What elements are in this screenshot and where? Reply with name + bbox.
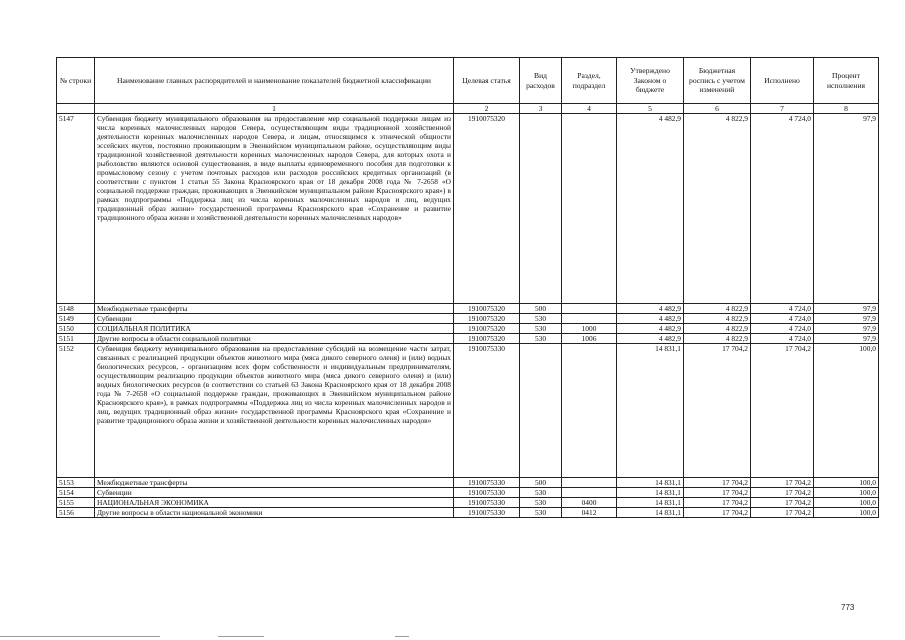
row-no: 5155	[57, 498, 95, 508]
row-target-article: 1910075320	[454, 314, 520, 324]
row-expense-type: 530	[520, 488, 562, 498]
row-budget-list: 17 704,2	[684, 344, 751, 478]
row-no: 5151	[57, 334, 95, 344]
row-percent: 100,0	[814, 488, 879, 498]
row-percent: 100,0	[814, 508, 879, 518]
row-no: 5148	[57, 304, 95, 314]
row-approved: 4 482,9	[617, 114, 684, 304]
row-budget-list: 4 822,9	[684, 324, 751, 334]
row-name: Субвенции	[95, 488, 454, 498]
row-target-article: 1910075330	[454, 478, 520, 488]
column-number-row	[57, 104, 879, 114]
row-name: Межбюджетные трансферты	[95, 304, 454, 314]
row-approved: 4 482,9	[617, 334, 684, 344]
row-budget-list: 4 822,9	[684, 114, 751, 304]
row-percent: 97,9	[814, 324, 879, 334]
row-approved: 14 831,1	[617, 498, 684, 508]
header-target-article: Целевая статья	[454, 58, 520, 104]
row-no: 5149	[57, 314, 95, 324]
column-number: 6	[684, 104, 751, 114]
row-percent: 97,9	[814, 314, 879, 324]
table-row	[57, 508, 879, 518]
table-row	[57, 114, 879, 304]
scan-artifact-line	[0, 636, 160, 637]
row-no: 5152	[57, 344, 95, 478]
row-expense-type: 530	[520, 314, 562, 324]
column-number	[57, 104, 95, 114]
row-section	[562, 478, 617, 488]
table-row	[57, 478, 879, 488]
row-executed: 4 724,0	[751, 334, 814, 344]
row-approved: 4 482,9	[617, 304, 684, 314]
budget-report-sheet	[56, 57, 878, 518]
row-name: СОЦИАЛЬНАЯ ПОЛИТИКА	[95, 324, 454, 334]
row-target-article: 1910075330	[454, 498, 520, 508]
row-expense-type: 530	[520, 508, 562, 518]
scan-artifact-line	[395, 636, 409, 637]
row-budget-list: 17 704,2	[684, 498, 751, 508]
row-approved: 14 831,1	[617, 344, 684, 478]
row-section: 0400	[562, 498, 617, 508]
row-no: 5154	[57, 488, 95, 498]
table-row	[57, 488, 879, 498]
row-executed: 17 704,2	[751, 498, 814, 508]
row-budget-list: 17 704,2	[684, 488, 751, 498]
header-expense-type: Вид расходов	[520, 58, 562, 104]
row-expense-type: 500	[520, 478, 562, 488]
table-row	[57, 498, 879, 508]
row-executed: 17 704,2	[751, 344, 814, 478]
row-percent: 100,0	[814, 478, 879, 488]
header-row-no: № строки	[57, 58, 95, 104]
row-name: Другие вопросы в области социальной политики	[95, 334, 454, 344]
row-name: НАЦИОНАЛЬНАЯ ЭКОНОМИКА	[95, 498, 454, 508]
row-expense-type: 500	[520, 304, 562, 314]
row-executed: 4 724,0	[751, 324, 814, 334]
row-approved: 14 831,1	[617, 478, 684, 488]
row-section: 1000	[562, 324, 617, 334]
page-number: 773	[841, 603, 855, 612]
column-number: 1	[95, 104, 454, 114]
row-name: Субвенции	[95, 314, 454, 324]
row-target-article: 1910075330	[454, 488, 520, 498]
table-row	[57, 304, 879, 314]
header-approved: Утверждено Законом о бюджете	[617, 58, 684, 104]
row-percent: 100,0	[814, 498, 879, 508]
row-budget-list: 4 822,9	[684, 304, 751, 314]
row-executed: 4 724,0	[751, 304, 814, 314]
row-executed: 4 724,0	[751, 114, 814, 304]
row-target-article: 1910075320	[454, 304, 520, 314]
row-percent: 97,9	[814, 114, 879, 304]
header-executed: Исполнено	[751, 58, 814, 104]
row-budget-list: 4 822,9	[684, 334, 751, 344]
row-executed: 17 704,2	[751, 508, 814, 518]
row-name: Субвенция бюджету муниципального образования на предоставление мер социальной поддержки лицам из числа коренных малочисленных народов Севера, осуществляющим виды традиционной хозяйственной деятельности коренных малочисленных народов Севера, и лицам, относящимся к этнической общности эссейских якутов, постоянно проживающим в Эвенкийском муниципальном районе, осуществляющим виды традиционной хозяйственной деятельности коренных малочисленных народов Севера, для которых охота и рыболовство являются основой существования, в виде выплаты единовременного пособия для подготовки к промысловому сезону с учетом почтовых расходов или расходов российских кредитных организаций (в соответствии с пунктом 1 статьи 55 Закона Красноярского края от 18 декабря 2008 года № 7-2658 «О социальной поддержке граждан, проживающих в Эвенкийском муниципальном районе Красноярского края») в рамках подпрограммы «Поддержка лиц из числа коренных малочисленных народов и лиц, ведущих традиционный образ жизни» государственной программы Красноярского края «Сохранение и развитие традиционного образа жизни и хозяйственной деятельности коренных малочисленных народов»	[95, 114, 454, 304]
row-section	[562, 488, 617, 498]
row-target-article: 1910075330	[454, 508, 520, 518]
row-expense-type	[520, 114, 562, 304]
row-budget-list: 17 704,2	[684, 478, 751, 488]
row-approved: 14 831,1	[617, 488, 684, 498]
row-expense-type: 530	[520, 334, 562, 344]
row-budget-list: 17 704,2	[684, 508, 751, 518]
row-target-article: 1910075320	[454, 324, 520, 334]
row-section	[562, 114, 617, 304]
row-percent: 97,9	[814, 304, 879, 314]
column-number: 5	[617, 104, 684, 114]
row-expense-type: 530	[520, 324, 562, 334]
row-executed: 17 704,2	[751, 478, 814, 488]
row-no: 5150	[57, 324, 95, 334]
row-approved: 14 831,1	[617, 508, 684, 518]
row-name: Другие вопросы в области национальной экономики	[95, 508, 454, 518]
row-no: 5153	[57, 478, 95, 488]
row-percent: 100,0	[814, 344, 879, 478]
row-section: 1006	[562, 334, 617, 344]
header-row	[57, 58, 879, 104]
column-number: 4	[562, 104, 617, 114]
header-section: Раздел, подраздел	[562, 58, 617, 104]
table-row	[57, 314, 879, 324]
row-name: Межбюджетные трансферты	[95, 478, 454, 488]
column-number: 7	[751, 104, 814, 114]
column-number: 3	[520, 104, 562, 114]
scan-artifact-line	[218, 636, 264, 637]
row-approved: 4 482,9	[617, 314, 684, 324]
row-name: Субвенция бюджету муниципального образования на предоставление субсидий на возмещение части затрат, связанных с реализацией продукции объектов животного мира (мяса дикого северного оленя) и (или) водных биологических ресурсов, - организациям всех форм собственности и индивидуальным предпринимателям, осуществляющим реализацию продукции объектов животного мира (мяса дикого северного оленя) и (или) водных биологических ресурсов (в соответствии со статьей 63 Закона Красноярского края от 18 декабря 2008 года № 7-2658 «О социальной поддержке граждан, проживающих в Эвенкийском муниципальном районе Красноярского края»), в рамках подпрограммы «Поддержка лиц из числа коренных малочисленных народов и лиц, ведущих традиционный образ жизни» государственной программы Красноярского края «Сохранение и развитие традиционного образа жизни и хозяйственной деятельности коренных малочисленных народов»	[95, 344, 454, 478]
row-no: 5147	[57, 114, 95, 304]
row-executed: 17 704,2	[751, 488, 814, 498]
table-row	[57, 334, 879, 344]
header-budget-list: Бюджетная роспись с учетом изменений	[684, 58, 751, 104]
row-target-article: 1910075320	[454, 334, 520, 344]
row-section: 0412	[562, 508, 617, 518]
row-executed: 4 724,0	[751, 314, 814, 324]
row-expense-type: 530	[520, 498, 562, 508]
row-expense-type	[520, 344, 562, 478]
header-percent: Процент исполнения	[814, 58, 879, 104]
row-target-article: 1910075330	[454, 344, 520, 478]
row-percent: 97,9	[814, 334, 879, 344]
row-section	[562, 314, 617, 324]
table-row	[57, 344, 879, 478]
column-number: 2	[454, 104, 520, 114]
table-row	[57, 324, 879, 334]
row-section	[562, 344, 617, 478]
column-number: 8	[814, 104, 879, 114]
row-target-article: 1910075320	[454, 114, 520, 304]
row-no: 5156	[57, 508, 95, 518]
row-approved: 4 482,9	[617, 324, 684, 334]
row-budget-list: 4 822,9	[684, 314, 751, 324]
header-name: Наименование главных распорядителей и наименование показателей бюджетной классификации	[95, 58, 454, 104]
budget-execution-table	[56, 57, 879, 518]
row-section	[562, 304, 617, 314]
